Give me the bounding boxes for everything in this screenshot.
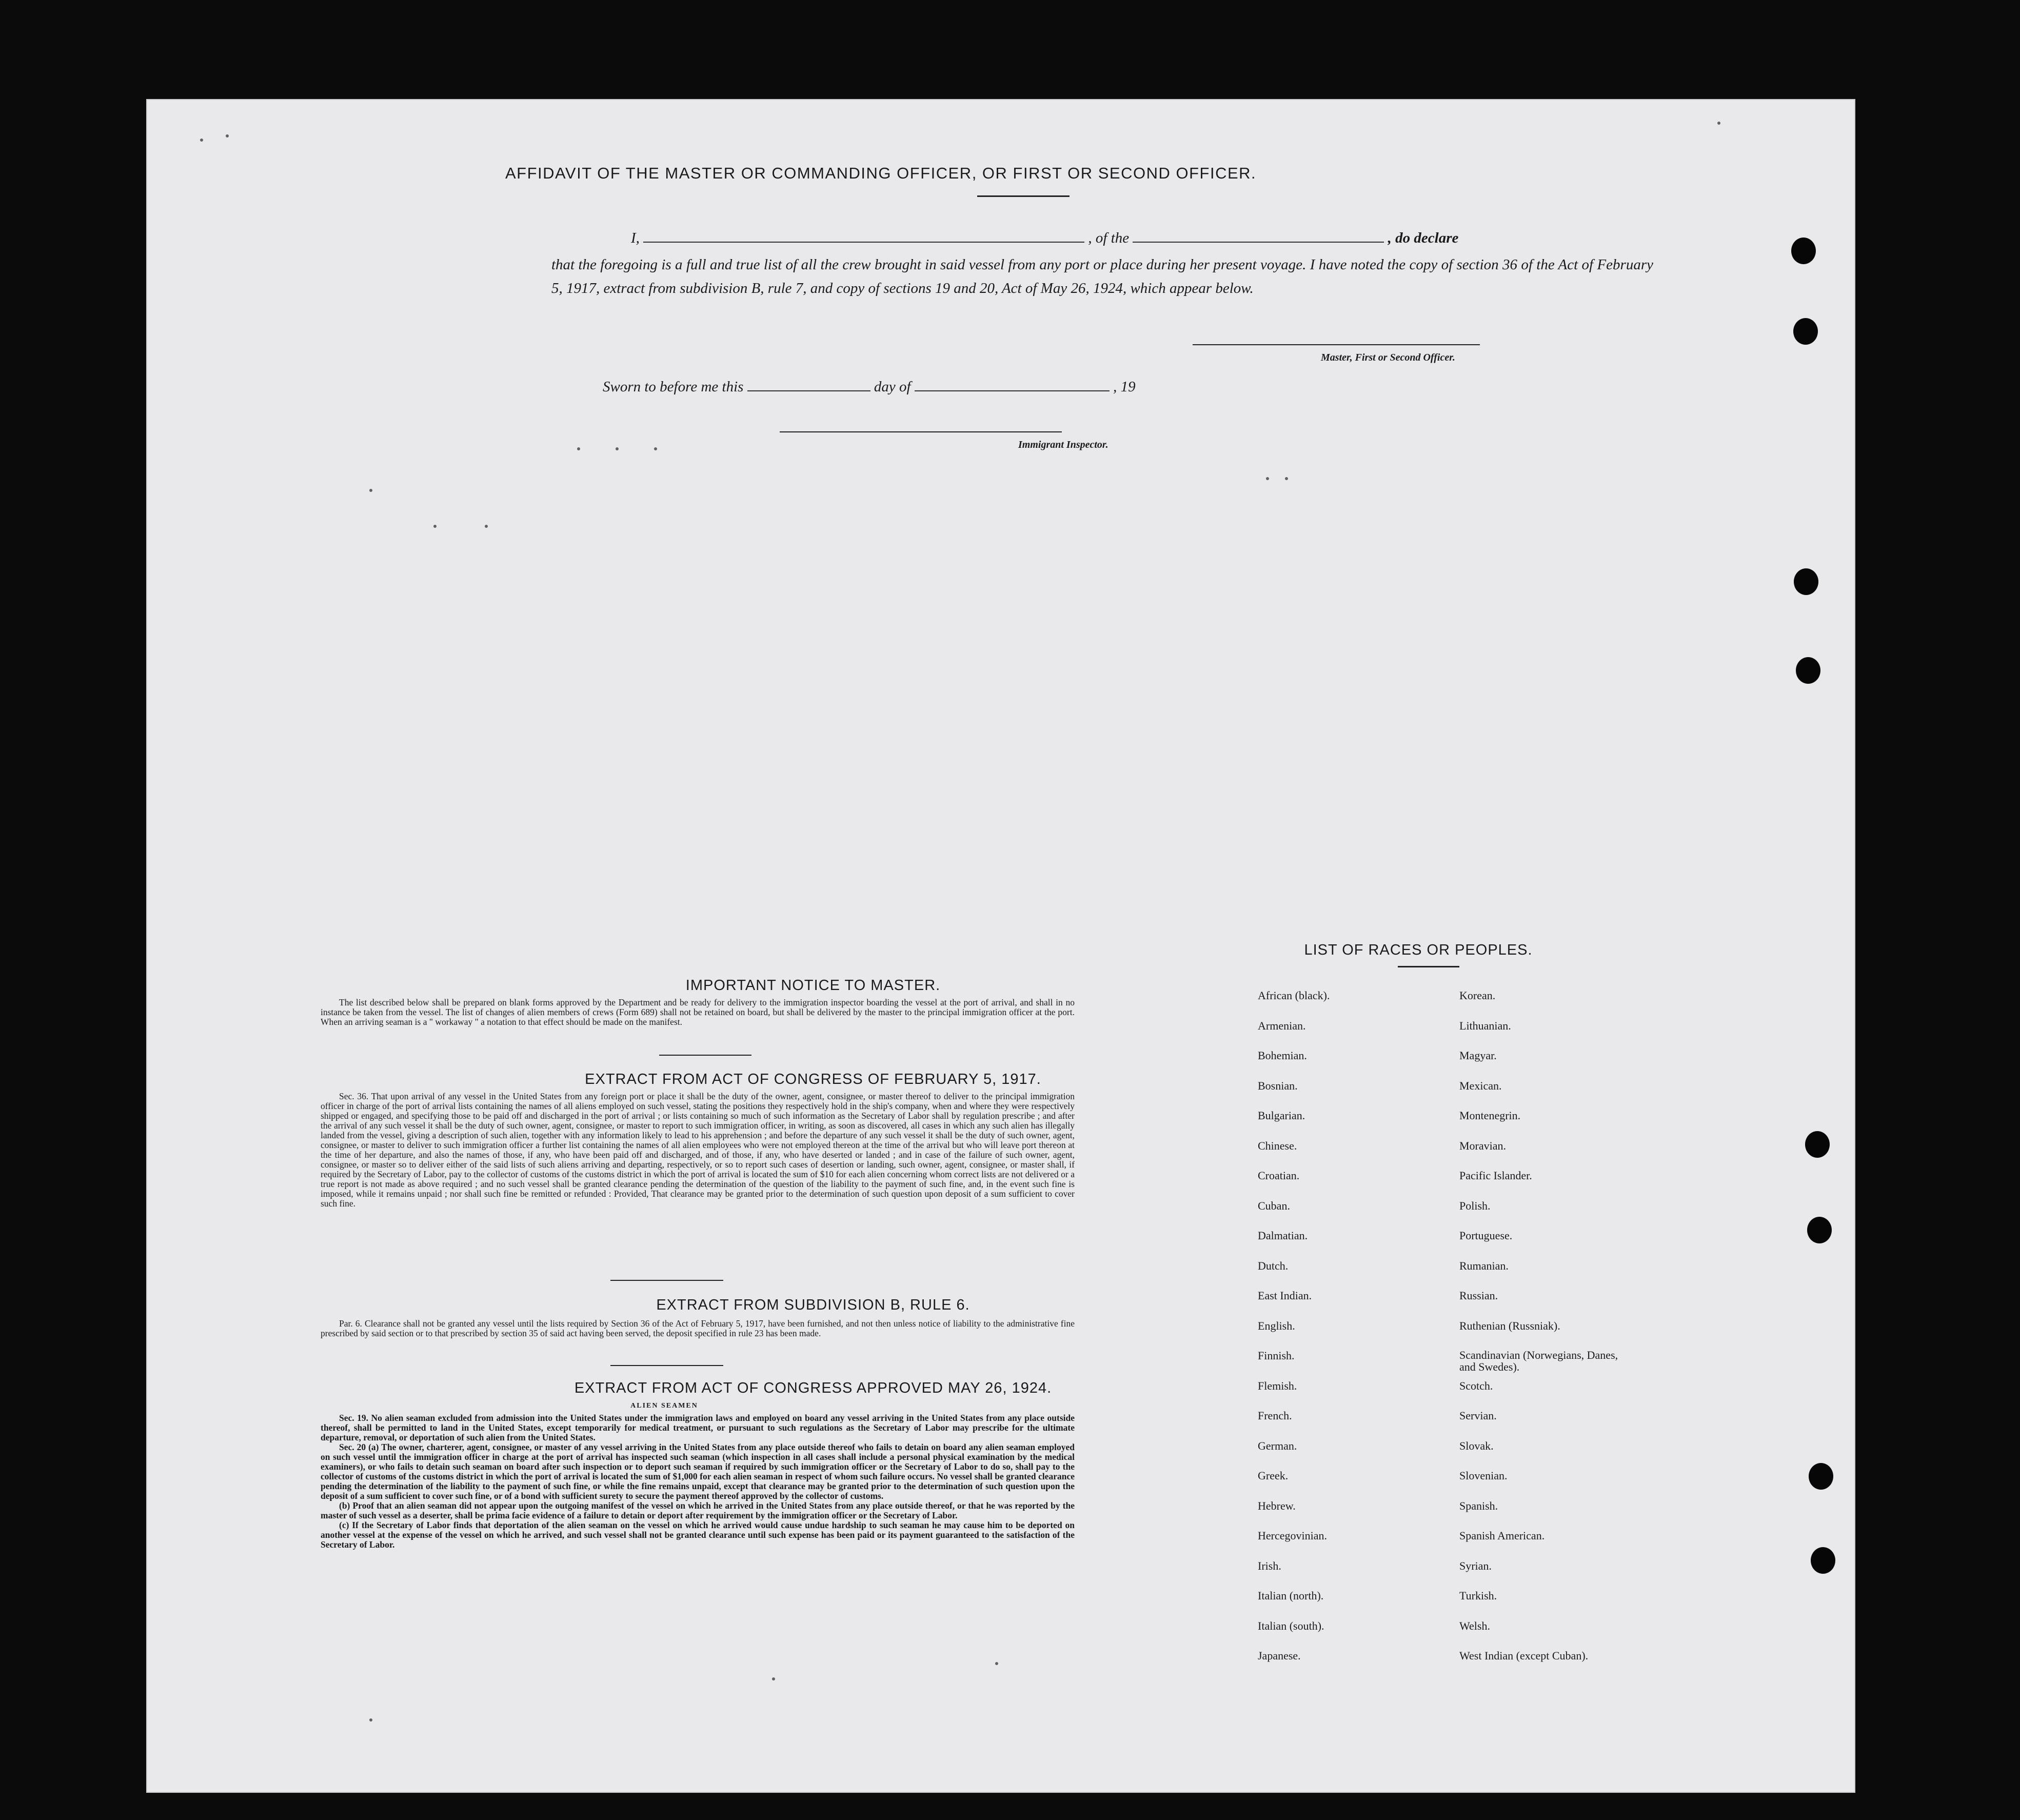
race-item: West Indian (except Cuban). xyxy=(1459,1649,1589,1662)
sec19-text: Sec. 19. No alien seaman excluded from admission into the United States under the immigration laws and employed on board any vessel arriving in the United States from any place outside thereof, shall be permitted to land in the United States, except temporarily for medical treatment, or pursuant to such regulations as the Secretary of Labor may prescribe for the ultimate departure, removal, or deportation of such alien from the United States. xyxy=(321,1413,1075,1442)
race-item: Bulgarian. xyxy=(1258,1109,1305,1122)
extract-1924-title: EXTRACT FROM ACT OF CONGRESS APPROVED MAY 26, 1924. xyxy=(574,1380,1052,1396)
affidavit-body: that the foregoing is a full and true list of all the crew brought in said vessel from any port or place during her present voyage. I have noted the copy of section 36 of the Act of February 5, 1917, extract from subdivision B, rule 7, and copy of sections 19 and 20, Act of May 26, 1924, which appear below. xyxy=(551,256,1653,296)
do-declare-label: , do declare xyxy=(1388,230,1459,246)
extract-rule6-title: EXTRACT FROM SUBDIVISION B, RULE 6. xyxy=(656,1297,970,1313)
race-item: Pacific Islander. xyxy=(1459,1169,1532,1182)
race-item: Scandinavian (Norwegians, Danes, and Swedes). xyxy=(1459,1349,1618,1373)
race-item: Japanese. xyxy=(1258,1649,1301,1662)
sec20b-text: (b) Proof that an alien seaman did not appear upon the outgoing manifest of the vessel on which he arrived in the United States from any place outside thereof, or that he was reported by the master of such vessel as a deserter, shall be prima facie evidence of a failure to detain or deport after requirement by the immigration officer or the Secretary of Labor. xyxy=(321,1500,1075,1520)
extract-1917-text: Sec. 36. That upon arrival of any vessel in the United States from any foreign port or place it shall be the duty of the owner, agent, consignee, or master thereof to deliver to the principal immigration officer in charge of the port of arrival lists containing the names of all aliens employed on such vessel, stating the positions they respectively hold in the ship's company, when and where they were respectively shipped or engaged, and specifying those to be paid off and discharged in the port of arrival ; or lists containing so much of such information as the Secretary of Labor shall by regulation prescribe ; and after the arrival of any such vessel it shall be the duty of such owner, agent, consignee, or master to report to such immigration officer, in writing, as soon as discovered, all cases in which any such alien has illegally landed from the vessel, giving a description of such alien, together with any information likely to lead to his apprehension ; and before the departure of any such vessel it shall be the duty of such owner, agent, consignee, or master to deliver to such immigration officer a further list containing the names of all alien employees who were not employed thereon at the time of the arrival but who will leave port thereon at the time of her departure, and also the names of those, if any, who have been paid off and discharged, and of those, if any, who have deserted or landed ; and in case of the failure of such owner, agent, consignee, or master so to deliver either of the said lists of such aliens arriving and departing, respectively, or so to report such cases of desertion or landing, such owner, agent, consignee, or master shall, if required by the Secretary of Labor, pay to the collector of customs of the customs district in which the port of arrival is located the sum of $10 for each alien concerning whom correct lists are not delivered or a true report is not made as above required ; and no such vessel shall be granted clearance pending the determination of the question of the liability to the payment of such fine, and, in the event such fine is imposed, while it remains unpaid ; nor shall such fine be remitted or refunded : Provided, That clearance may be granted prior to the determination of such question upon deposit of a sum sufficient to cover such fine. xyxy=(321,1091,1075,1209)
race-item: Slovenian. xyxy=(1459,1469,1508,1482)
race-item: Armenian. xyxy=(1258,1019,1306,1032)
name-blank[interactable] xyxy=(643,230,1084,243)
race-item: African (black). xyxy=(1258,989,1330,1002)
punch-hole xyxy=(1807,1217,1832,1243)
race-item: Polish. xyxy=(1459,1199,1491,1212)
race-item: Dutch. xyxy=(1258,1259,1289,1272)
divider-1 xyxy=(659,1055,751,1056)
extract-1917-body xyxy=(321,1092,1075,1209)
race-item: Dalmatian. xyxy=(1258,1229,1308,1242)
sworn-line xyxy=(603,379,1136,395)
race-item: Bohemian. xyxy=(1258,1049,1307,1062)
punch-hole xyxy=(1805,1131,1830,1158)
divider-3 xyxy=(610,1365,723,1366)
extract-rule6-body xyxy=(321,1319,1075,1338)
inspector-label: Immigrant Inspector. xyxy=(1018,439,1108,450)
master-signature-label: Master, First or Second Officer. xyxy=(1321,352,1455,363)
punch-hole xyxy=(1791,238,1816,264)
race-item: Syrian. xyxy=(1459,1559,1492,1572)
race-item: Hebrew. xyxy=(1258,1499,1296,1512)
extract-1924-body xyxy=(321,1413,1075,1550)
sec20a-text: Sec. 20 (a) The owner, charterer, agent, consignee, or master of any vessel arriving in the United States from any place outside thereof who fails to detain on board any alien seaman employed on such vessel until the immigration officer in charge at the port of arrival has inspected such seaman (which inspection in all cases shall include a personal physical examination by the medical examiners), or who fails to detain such seaman on board after such inspection or to deport such seaman if required by such immigration officer or the Secretary of Labor to do so, shall pay to the collector of customs of the customs district in which the port of arrival is located the sum of $1,000 for each alien seaman in respect of whom such failure occurs. No vessel shall be granted clearance pending the determination of the liability to the payment of such fine, or while the fine remains unpaid, except that clearance may be granted prior to the determination of such question upon the deposit of a sum sufficient to cover such fine, or of a bond with sufficient surety to secure the payment thereof approved by the collector of customs. xyxy=(321,1442,1075,1501)
affidavit-title: AFFIDAVIT OF THE MASTER OR COMMANDING OFFICER, OR FIRST OR SECOND OFFICER. xyxy=(505,164,1257,182)
race-item: Rumanian. xyxy=(1459,1259,1509,1272)
race-item: Spanish. xyxy=(1459,1499,1498,1512)
race-item: Russian. xyxy=(1459,1289,1498,1302)
race-item: Magyar. xyxy=(1459,1049,1497,1062)
race-item: East Indian. xyxy=(1258,1289,1312,1302)
race-item: Greek. xyxy=(1258,1469,1289,1482)
race-item: Chinese. xyxy=(1258,1139,1297,1152)
race-item: Italian (north). xyxy=(1258,1589,1324,1602)
race-item: Moravian. xyxy=(1459,1139,1507,1152)
sec20c-text: (c) If the Secretary of Labor finds that deportation of the alien seaman on the vessel on which he arrived would cause undue hardship to such seaman he may cause him to be deported on another vessel at the expense of the vessel on which he arrived, and such vessel shall not be granted clearance until such expense has been paid or its payment guaranteed to the satisfaction of the Secretary of Labor. xyxy=(321,1520,1075,1550)
punch-hole xyxy=(1809,1463,1833,1490)
race-item: Flemish. xyxy=(1258,1379,1297,1392)
race-item: Ruthenian (Russniak). xyxy=(1459,1319,1560,1332)
race-item: Montenegrin. xyxy=(1459,1109,1521,1122)
race-item: Slovak. xyxy=(1459,1439,1494,1452)
races-title-underline xyxy=(1398,966,1459,967)
punch-hole xyxy=(1793,318,1818,345)
race-item: Lithuanian. xyxy=(1459,1019,1511,1032)
race-item: Korean. xyxy=(1459,989,1496,1002)
master-signature-line xyxy=(1193,344,1480,345)
month-blank[interactable] xyxy=(915,379,1110,391)
race-item: English. xyxy=(1258,1319,1295,1332)
form-page xyxy=(146,99,1855,1793)
title-underline xyxy=(977,195,1070,197)
day-of-label: day of xyxy=(874,379,911,395)
race-item: Italian (south). xyxy=(1258,1619,1324,1632)
race-item: Turkish. xyxy=(1459,1589,1497,1602)
punch-hole xyxy=(1794,568,1818,595)
affidavit-first-line xyxy=(631,230,1652,247)
race-item: Hercegovinian. xyxy=(1258,1529,1327,1542)
i-label: I, xyxy=(631,230,640,246)
notice-body xyxy=(321,998,1075,1027)
race-item: Croatian. xyxy=(1258,1169,1300,1182)
year-label: , 19 xyxy=(1113,379,1136,395)
race-item: French. xyxy=(1258,1409,1292,1422)
alien-seamen-subtitle: ALIEN SEAMEN xyxy=(630,1402,698,1410)
race-item: Cuban. xyxy=(1258,1199,1290,1212)
notice-text: The list described below shall be prepared on blank forms approved by the Department and be ready for delivery to the immigration inspector boarding the vessel at the port of arrival, and shall in no instance be taken from the vessel. The list of changes of alien members of crews (Form 689) shall not be retained on board, but shall be delivered by the master to the principal immigration officer at the port. When an arriving seaman is a " workaway " a notation to that effect should be made on the manifest. xyxy=(321,997,1075,1027)
race-item: Servian. xyxy=(1459,1409,1497,1422)
notice-title: IMPORTANT NOTICE TO MASTER. xyxy=(685,977,941,994)
race-item: Bosnian. xyxy=(1258,1079,1298,1092)
race-item: Spanish American. xyxy=(1459,1529,1545,1542)
sworn-label: Sworn to before me this xyxy=(603,379,744,395)
race-item: Mexican. xyxy=(1459,1079,1502,1092)
punch-hole xyxy=(1811,1547,1835,1574)
extract-1917-title: EXTRACT FROM ACT OF CONGRESS OF FEBRUARY 5, 1917. xyxy=(585,1071,1041,1087)
vessel-blank[interactable] xyxy=(1133,230,1384,243)
divider-2 xyxy=(610,1280,723,1281)
day-blank[interactable] xyxy=(747,379,870,391)
extract-rule6-text: Par. 6. Clearance shall not be granted any vessel until the lists required by Section 36 of the Act of February 5, 1917, have been furnished, and not then unless notice of liability to the administrative fine prescribed by said section or to that prescribed by section 35 of said act having been served, the deposit specified in rule 23 has been made. xyxy=(321,1318,1075,1338)
race-item: Welsh. xyxy=(1459,1619,1490,1632)
race-item: German. xyxy=(1258,1439,1297,1452)
race-item: Portuguese. xyxy=(1459,1229,1513,1242)
race-item: Finnish. xyxy=(1258,1349,1295,1362)
races-title: LIST OF RACES OR PEOPLES. xyxy=(1304,942,1533,958)
race-item: Irish. xyxy=(1258,1559,1281,1572)
inspector-signature-line xyxy=(780,431,1062,432)
punch-hole xyxy=(1796,657,1820,684)
of-the-label: , of the xyxy=(1088,230,1130,246)
race-item: Scotch. xyxy=(1459,1379,1493,1392)
